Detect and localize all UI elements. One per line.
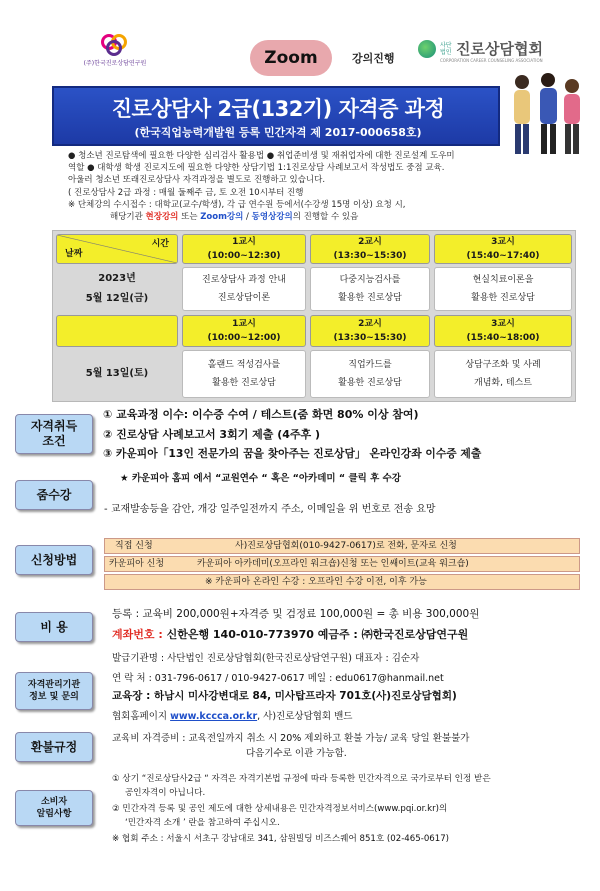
contact-label: 자격관리기관 정보 및 문의 [15, 672, 93, 710]
slot-line: 진로상담사 과정 안내 [202, 275, 286, 285]
timetable-corner-cell [56, 234, 178, 264]
intro-line-6: 해당기관 현장강의 또는 Zoom강의 / 동영상강의의 진행할 수 있음 [110, 212, 359, 223]
homepage-link[interactable]: www.kccca.or.kr [170, 711, 258, 722]
period-label: 3교시 [491, 319, 515, 329]
zoom-course-label: 줌수강 [15, 480, 93, 510]
slot-line: 활용한 진로상담 [338, 378, 402, 388]
day2-period-3-header [434, 315, 572, 347]
date-header: 날짜 [65, 249, 83, 259]
consumer-item-2: ② 민간자격 등록 및 공인 제도에 대한 상세내용은 민간자격정보서비스(www.pqi.or.kr)의 [112, 804, 448, 814]
date-day: 5월 13일(토) [85, 368, 149, 379]
apply-row-counpia [104, 556, 580, 572]
day2-period-2-header [310, 315, 430, 347]
lecture-mode-label: 강의진행 [352, 52, 395, 65]
period-label: 3교시 [491, 237, 515, 247]
refund-line-1: 교육비 자격증비 : 교육전일까지 취소 시 20% 제외하고 환불 가능/ 교육 당일 환불불가 [112, 733, 470, 744]
intro-line-5: ※ 단체강의 수시접수 : 대학교(교수/학생), 각 급 연수원 등에서(수강생 15명 이상) 요청 시, [68, 199, 406, 210]
association-address: ※ 협회 주소 : 서울시 서초구 강남대로 341, 삼원빌딩 비즈스퀘어 851호 (02-465-0617) [112, 834, 450, 844]
apply-detail: 사)진로상담협회(010-9427-0617)로 전화, 문자로 신청 [235, 541, 457, 551]
slot-line: 다중지능검사를 [339, 275, 401, 285]
day1-slot-1 [182, 267, 306, 311]
apply-label: 신청방법 [15, 545, 93, 575]
slot-line: 활용한 진로상담 [212, 378, 276, 388]
intro-line-2: 역할 ● 대학생 학생 진로지도에 필요한 다양한 상담기법 1:1진로상담 사례보고서 작성법도 중점 교육. [68, 163, 445, 174]
day1-period-2-header [310, 234, 430, 264]
course-title: 진로상담사 2급(132기) 자격증 과정 [111, 97, 445, 121]
intro-text [68, 150, 548, 223]
period-time: (10:00~12:00) [207, 333, 281, 343]
timetable [52, 230, 576, 402]
homepage-suffix: , 사)진로상담협회 밴드 [257, 711, 353, 722]
slot-line: 상담구조화 및 사례 [465, 360, 541, 370]
apply-table [104, 538, 580, 594]
homepage-line [112, 708, 352, 722]
day2-slot-1 [182, 350, 306, 398]
refund-label: 환불규정 [15, 732, 93, 762]
date-day: 5월 12일(금) [85, 293, 149, 304]
apply-method: 직접 신청 [115, 541, 153, 551]
association-type: 사단법인 [440, 41, 452, 56]
intro-line-1: ● 청소년 진로탐색에 필요한 다양한 심리검사 활용법 ● 취업준비생 및 재취업자에 대한 진로설계 도우미 [68, 151, 455, 161]
phone-email-line: 연 락 처 : 031-796-0617 / 010-9427-0617 메일 : edu0617@hanmail.net [112, 673, 444, 684]
slot-line: 현실치료이론을 [472, 275, 534, 285]
fee-label: 비 용 [15, 612, 93, 642]
day1-slot-2 [310, 267, 430, 311]
qualify-note: ★ 카운피아 홈피 에서 “교원연수 “ 혹은 “아카데미 “ 클릭 후 수강 [120, 473, 401, 484]
venue-line: 교육장 : 하남시 미사강변대로 84, 미사탑프라자 701호(사)진로상담협회) [112, 690, 457, 702]
people-illustration [500, 66, 590, 158]
association-logo [418, 38, 543, 59]
day1-date [56, 267, 178, 311]
association-subtitle: CORPORATION CAREER COUNSELING ASSOCIATION [440, 58, 543, 63]
period-label: 1교시 [232, 319, 256, 329]
day1-slot-3 [434, 267, 572, 311]
globe-icon [418, 40, 436, 58]
consumer-item-1-cont: 공인자격이 아닙니다. [125, 788, 206, 798]
intro-line-4: ( 진로상담사 2급 과정 : 매월 둘째주 금, 토 오전 10시부터 진행 [68, 187, 304, 198]
date-year: 2023년 [98, 273, 136, 284]
slot-line: 홀랜드 적성검사를 [207, 360, 281, 370]
apply-method: 카운피아 신청 [109, 559, 165, 569]
course-subtitle: (한국직업능력개발원 등록 민간자격 제 2017-000658호) [134, 126, 422, 139]
association-name: 진로상담협회 [456, 40, 543, 58]
apply-detail: 카운피아 아카데미(오프라인 워크숍)신청 또는 인쌔이트(교육 워크숍) [197, 559, 469, 569]
day2-slot-3 [434, 350, 572, 398]
apply-online-note: ※ 카운피아 온라인 수강 : 오프라인 수강 이전, 이후 가능 [205, 577, 427, 587]
period-time: (15:40~18:00) [466, 333, 540, 343]
qualify-label: 자격취득 조건 [15, 414, 93, 454]
period-time: (13:30~15:30) [333, 333, 407, 343]
qualify-item-1: ① 교육과정 이수: 이수증 수여 / 테스트(줌 화면 80% 이상 참여) [103, 408, 419, 421]
period-label: 2교시 [358, 319, 382, 329]
zoom-badge: Zoom [250, 40, 332, 76]
title-banner [52, 86, 500, 146]
slot-line: 활용한 진로상담 [471, 293, 535, 303]
refund-line-2: 다음기수로 이관 가능함. [246, 748, 347, 759]
account-line [112, 626, 468, 642]
intro-line-3: 아울러 청소년 또래진로상담사 자격과정을 별도로 진행하고 있습니다. [68, 175, 326, 186]
consumer-notice-label: 소비자 알림사항 [15, 790, 93, 826]
apply-row-online [104, 574, 580, 590]
fee-line: 등록 : 교육비 200,000원+자격증 및 검정료 100,000원 = 총 비용 300,000원 [112, 608, 480, 620]
slot-line: 진로상담이론 [217, 293, 271, 303]
qualify-item-2: ② 진로상담 사례보고서 3회기 제출 (4주후 ) [103, 428, 321, 441]
day2-corner-cell [56, 315, 178, 347]
period-time: (10:00~12:30) [207, 251, 281, 261]
day2-slot-2 [310, 350, 430, 398]
org-logo [80, 30, 150, 70]
period-label: 1교시 [232, 237, 256, 247]
day1-period-1-header [182, 234, 306, 264]
period-time: (13:30~15:30) [333, 251, 407, 261]
slot-line: 개념화, 테스트 [474, 378, 532, 388]
slot-line: 직업카드를 [348, 360, 392, 370]
apply-row-direct [104, 538, 580, 554]
consumer-item-1: ① 상기 “진로상담사2급 “ 자격은 자격기본법 규정에 따라 등록한 민간자격으로 국가로부터 인정 받은 [112, 774, 491, 784]
account-label: 계좌번호 : [112, 628, 167, 641]
org-logo-icon [99, 30, 131, 56]
account-number: 신한은행 140-010-773970 예금주 : ㈜한국진로상담연구원 [166, 628, 469, 641]
org-logo-text: (주)한국진로상담연구원 [83, 60, 147, 67]
day2-date [56, 350, 178, 398]
qualify-item-3: ③ 카운피아「13인 전문가의 꿈을 찾아주는 진로상담」 온라인강좌 이수증 제출 [103, 447, 482, 460]
period-time: (15:40~17:40) [466, 251, 540, 261]
time-header: 시간 [151, 239, 169, 249]
slot-line: 활용한 진로상담 [338, 293, 402, 303]
issuer-line: 발급기관명 : 사단법인 진로상담협회(한국진로상담연구원) 대표자 : 김순자 [112, 653, 420, 664]
homepage-prefix: 협회홈페이지 [112, 711, 171, 722]
day2-period-1-header [182, 315, 306, 347]
day1-period-3-header [434, 234, 572, 264]
zoom-course-text: - 교재발송등을 감안, 개강 일주일전까지 주소, 이메일을 위 번호로 전송 요망 [104, 504, 436, 515]
period-label: 2교시 [358, 237, 382, 247]
consumer-item-2-cont: ‘민간자격 소개 ’ 란을 참고하여 주십시오. [125, 818, 280, 828]
